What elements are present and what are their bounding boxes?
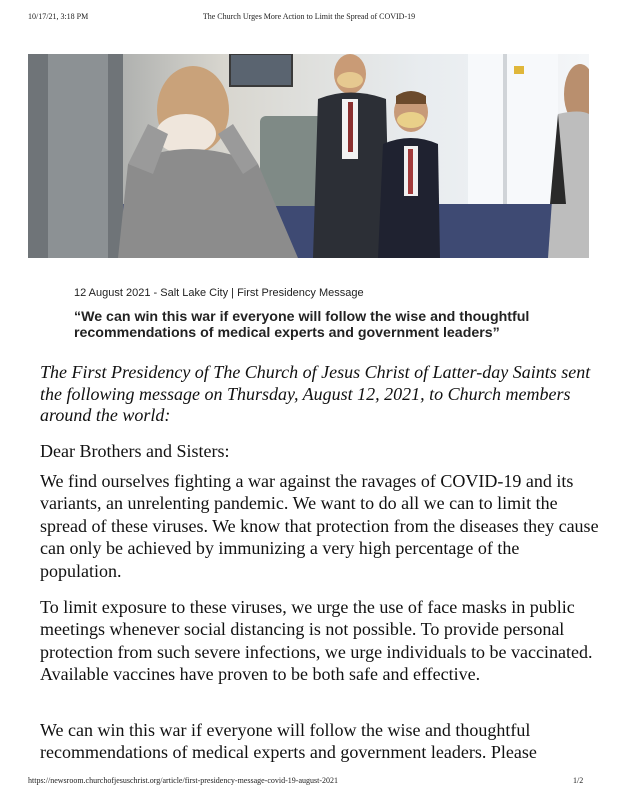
hero-photo: [28, 54, 589, 258]
article-meta: 12 August 2021 - Salt Lake City | First Presidency Message: [74, 287, 364, 299]
article-url: https://newsroom.churchofjesuschrist.org/article/first-presidency-message-covid-19-august-2021: [28, 776, 338, 785]
salutation: Dear Brothers and Sisters:: [40, 441, 230, 461]
intro-paragraph: The First Presidency of The Church of Jesus Christ of Latter-day Saints sent the following message on Thursday, August 12, 2021, to Church members around the world:: [40, 362, 591, 425]
body-paragraph: To limit exposure to these viruses, we urge the use of face masks in public meetings whenever social distancing is not possible. To provide personal protection from such severe infections, we urge individuals to be vaccinated. Available vaccines have proven to be both safe and effective.: [40, 597, 593, 685]
body-paragraph: We find ourselves fighting a war against the ravages of COVID-19 and its variants, an unrelenting pandemic. We want to do all we can to limit the spread of these viruses. We know that protection from the diseases they cause can only be achieved by immunizing a very high percentage of the population.: [40, 471, 599, 581]
pull-quote-heading: “We can win this war if everyone will follow the wise and thoughtful recommendations of medical experts and government leaders”: [74, 309, 530, 341]
print-page-title: The Church Urges More Action to Limit the Spread of COVID-19: [202, 12, 416, 21]
body-paragraph: We can win this war if everyone will follow the wise and thoughtful recommendations of medical experts and government leaders. Please: [40, 720, 537, 763]
print-datetime: 10/17/21, 3:18 PM: [28, 12, 89, 21]
print-header: [0, 12, 618, 24]
page-number: 1/2: [573, 776, 584, 785]
